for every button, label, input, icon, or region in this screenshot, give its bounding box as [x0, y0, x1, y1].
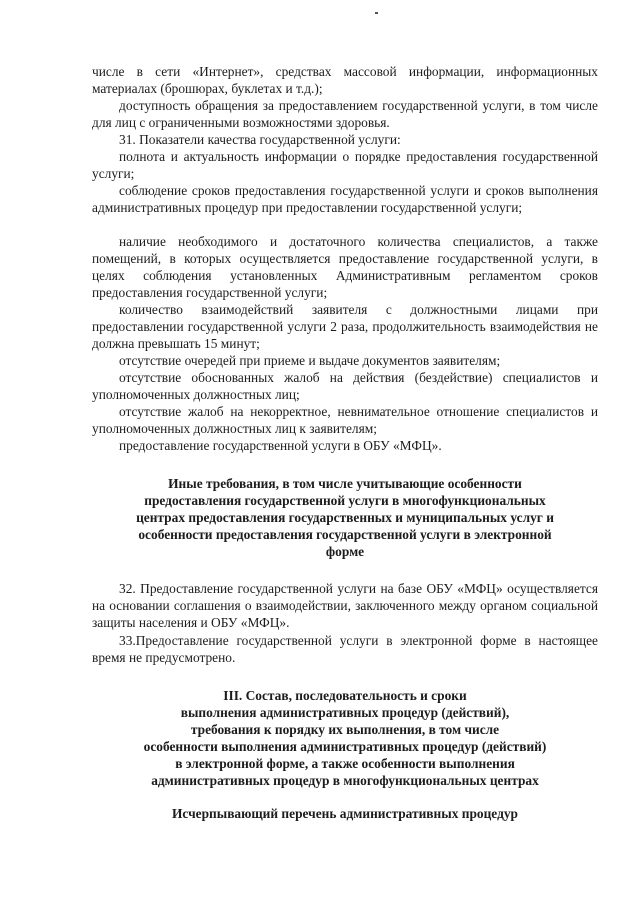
paragraph-32: 32. Предоставление государственной услуги на базе ОБУ «МФЦ» осуществляется на основании соглашения о взаимодействии, заключенного между органом социальной защиты населения и ОБУ «МФЦ».	[92, 581, 598, 630]
heading-line: форме	[325, 544, 365, 559]
heading-line: Исчерпывающий перечень административных процедур	[171, 806, 518, 821]
paragraph-8: отсутствие очередей при приеме и выдаче документов заявителям;	[119, 353, 501, 368]
heading-line: центрах предоставления государственных и муниципальных услуг и	[136, 510, 554, 525]
paragraph-9: отсутствие обоснованных жалоб на действия (бездействие) специалистов и уполномоченных должностных лиц;	[92, 370, 598, 402]
paragraph-6: наличие необходимого и достаточного количества специалистов, а также помещений, в которых осуществляется предоставление государственной услуги, в целях соблюдения установленных Административным регламентом сроков предоставления государственной услуги;	[92, 234, 598, 300]
heading-line: особенности выполнения административных процедур (действий)	[143, 739, 547, 754]
paragraph-31: 31. Показатели качества государственной услуги:	[119, 132, 401, 147]
section-heading-iii	[92, 687, 598, 789]
subsection-heading-procedures-list	[92, 805, 598, 822]
heading-line: выполнения административных процедур (действий),	[180, 705, 510, 720]
heading-line: предоставления государственной услуги в многофункциональных	[144, 493, 546, 508]
heading-line: особенности предоставления государственной услуги в электронной	[138, 527, 552, 542]
heading-line: требования к порядку их выполнения, в том числе	[190, 722, 500, 737]
section-heading-other-requirements	[92, 475, 598, 560]
paragraph-4: полнота и актуальность информации о порядке предоставления государственной услуги;	[92, 149, 598, 181]
paragraph-11: предоставление государственной услуги в ОБУ «МФЦ».	[119, 438, 442, 453]
paragraph-33: 33.Предоставление государственной услуги в электронной форме в настоящее время не предусмотрено.	[92, 633, 598, 665]
paragraph-7: количество взаимодействий заявителя с должностными лицами при предоставлении государственной услуги 2 раза, продолжительность взаимодействия не должна превышать 15 минут;	[92, 302, 598, 351]
paragraph-2: доступность обращения за предоставлением государственной услуги, в том числе для лиц с ограниченными возможностями здоровья.	[92, 98, 598, 130]
paragraph-1: числе в сети «Интернет», средствах массовой информации, информационных материалах (брошюрах, буклетах и т.д.);	[92, 64, 598, 96]
heading-line: Иные требования, в том числе учитывающие особенности	[168, 476, 522, 491]
heading-line: административных процедур в многофункциональных центрах	[151, 773, 539, 788]
heading-line: в электронной форме, а также особенности выполнения	[175, 756, 515, 771]
paragraph-5: соблюдение сроков предоставления государственной услуги и сроков выполнения административных процедур при предоставлении государственной услуги;	[92, 183, 598, 215]
paragraph-10: отсутствие жалоб на некорректное, невнимательное отношение специалистов и уполномоченных должностных лиц к заявителям;	[92, 404, 598, 436]
heading-line: III. Состав, последовательность и сроки	[223, 688, 467, 703]
scan-speck	[375, 12, 378, 14]
